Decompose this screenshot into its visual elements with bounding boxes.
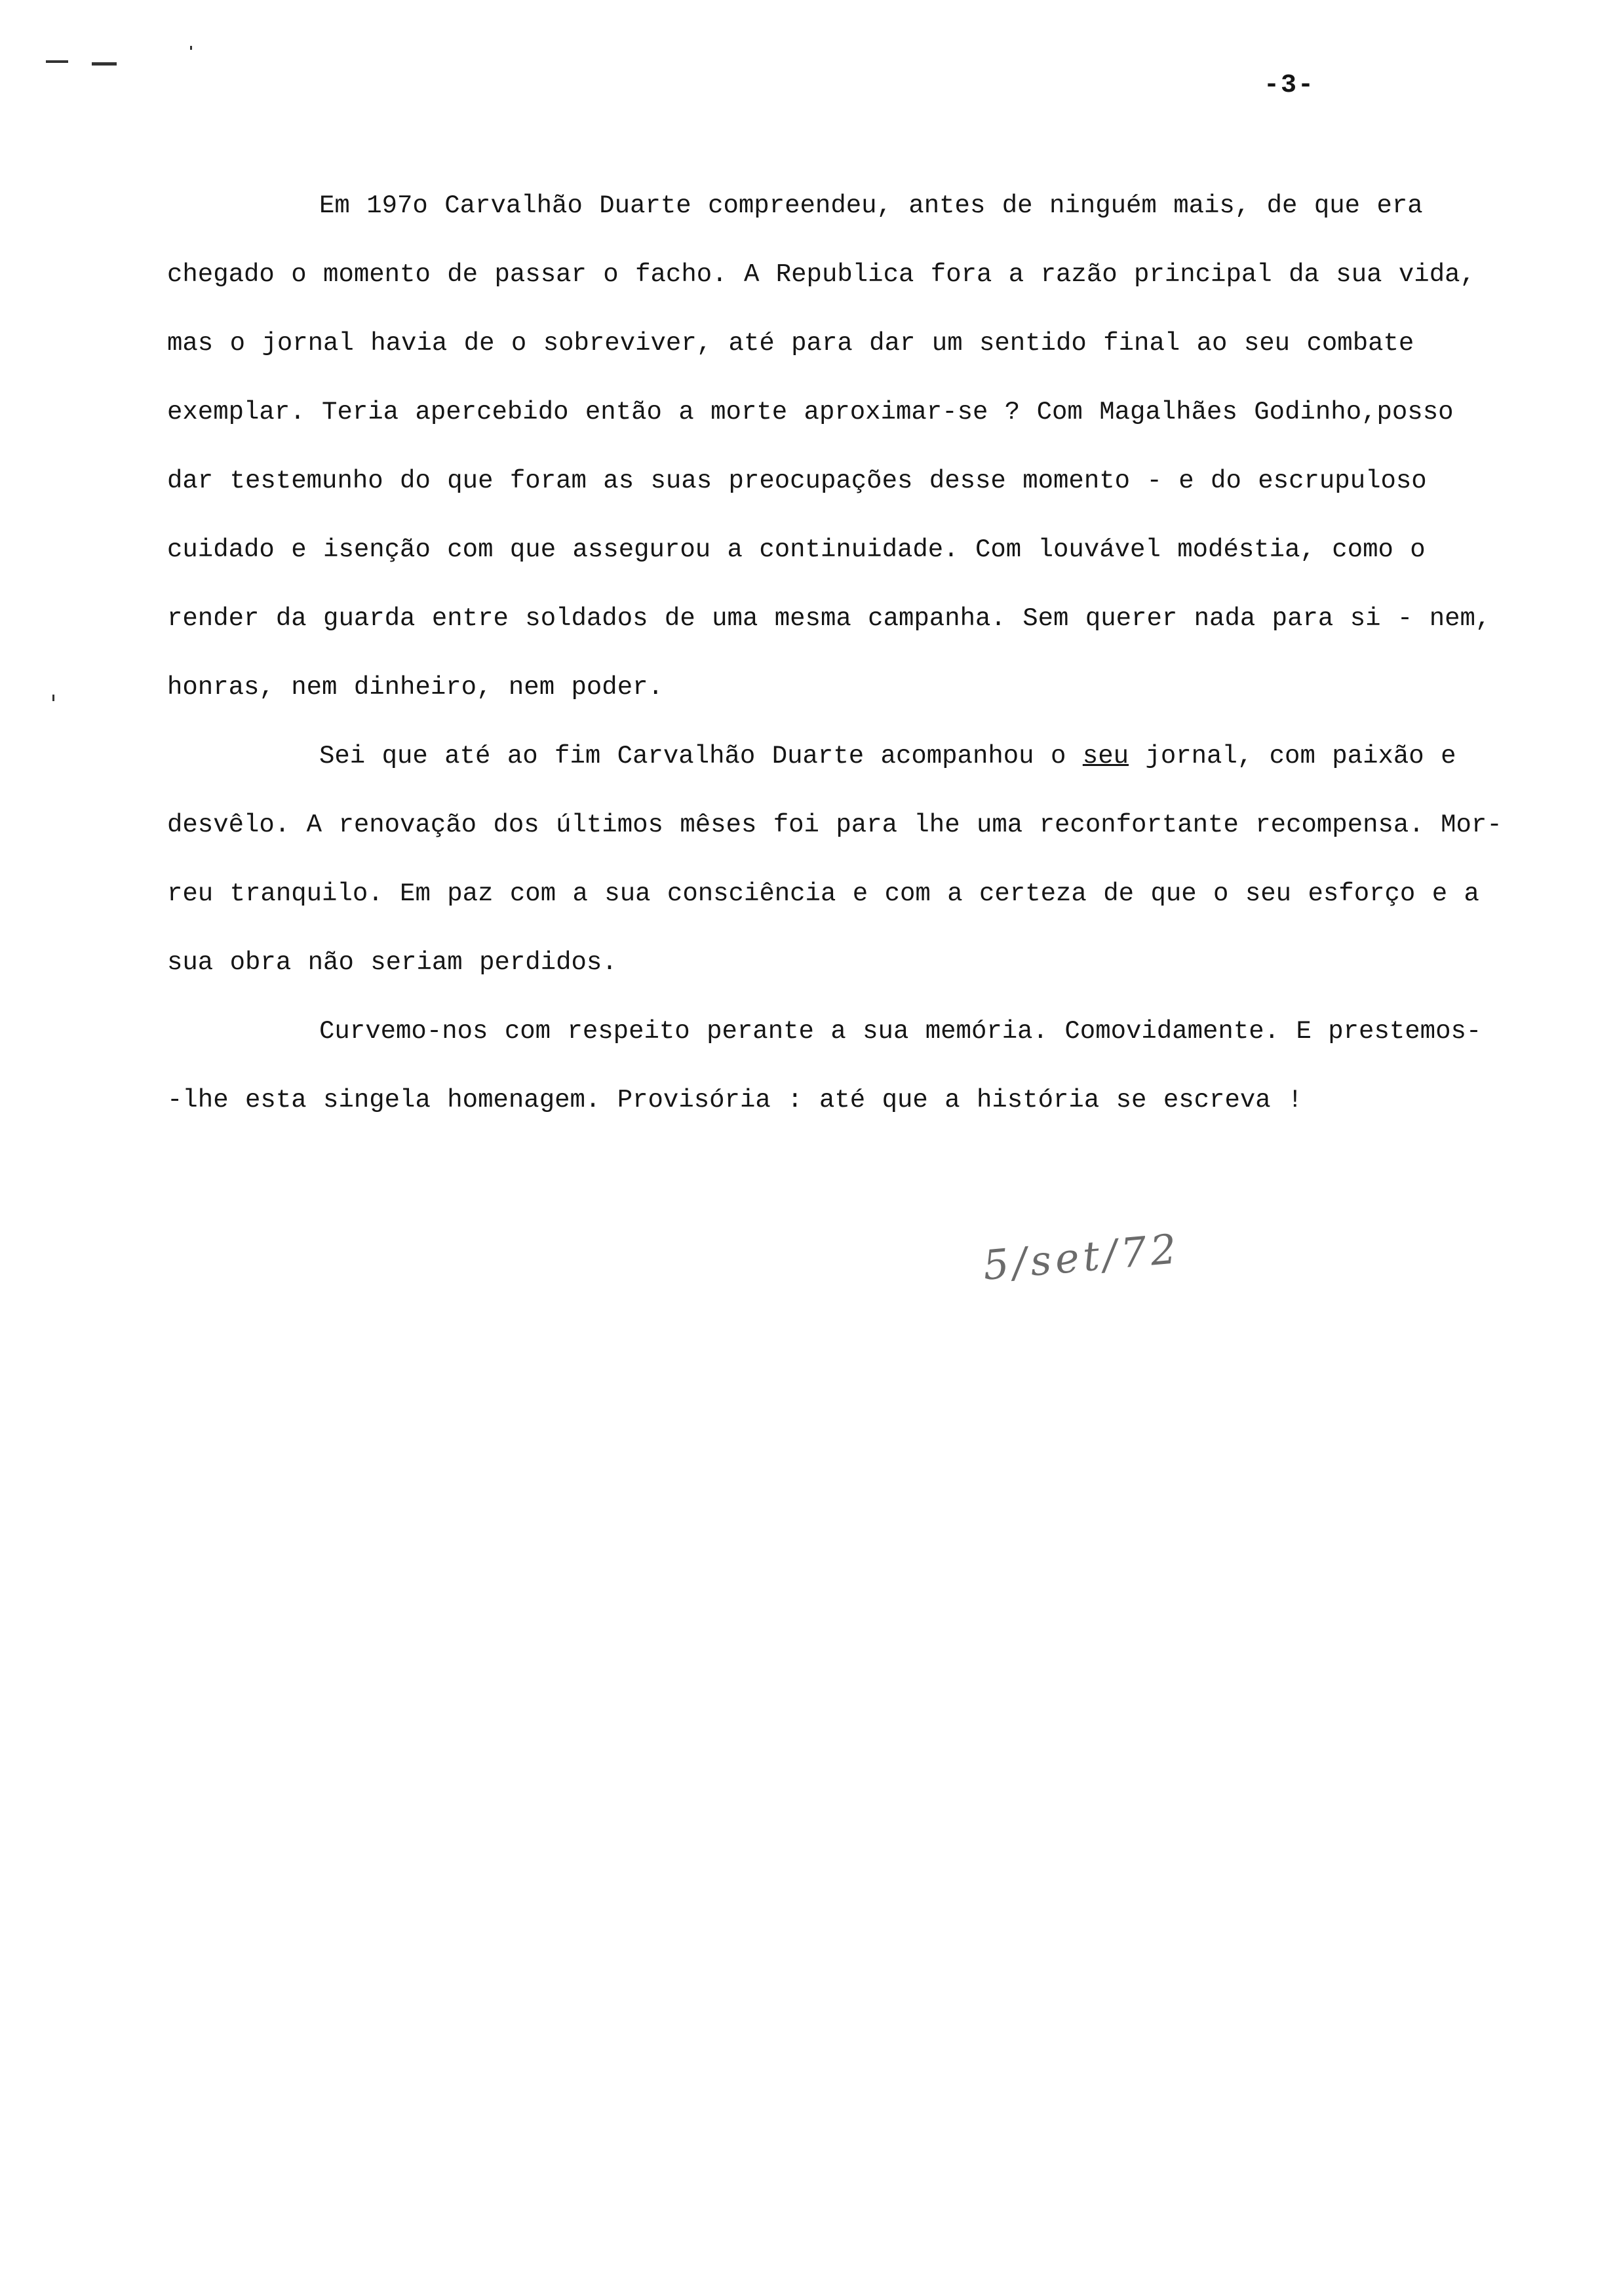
text-line: reu tranquilo. Em paz com a sua consciência e com a certeza de que o seu esforço e a	[167, 879, 1479, 908]
scan-mark	[46, 60, 68, 63]
text-line	[167, 722, 1511, 791]
scan-mark	[92, 62, 117, 66]
text-line: desvêlo. A renovação dos últimos mêses foi para lhe uma reconfortante recompensa. Mor-	[167, 811, 1502, 839]
text-line: exemplar. Teria apercebido então a morte aproximar-se ? Com Magalhães Godinho,posso	[167, 398, 1454, 427]
scan-mark	[190, 46, 192, 50]
text-line: render da guarda entre soldados de uma mesma campanha. Sem querer nada para si - nem,	[167, 604, 1491, 633]
letter-body	[167, 172, 1511, 1135]
handwritten-date: 5/set/72	[981, 1224, 1182, 1290]
text-segment: Sei que até ao fim Carvalhão Duarte acompanhou o	[319, 742, 1083, 771]
text-line: sua obra não seriam perdidos.	[167, 948, 617, 977]
text-segment: jornal, com paixão e	[1129, 742, 1456, 771]
paragraph-2	[167, 722, 1511, 997]
text-line: honras, nem dinheiro, nem poder.	[167, 673, 663, 702]
text-line: cuidado e isenção com que assegurou a continuidade. Com louvável modéstia, como o	[167, 535, 1426, 564]
scan-mark	[52, 695, 54, 701]
text-line: dar testemunho do que foram as suas preocupações desse momento - e do escrupuloso	[167, 467, 1427, 495]
page-number: -3-	[1264, 71, 1315, 100]
text-line: Em 197o Carvalhão Duarte compreendeu, antes de ninguém mais, de que era	[319, 191, 1423, 220]
underlined-word: seu	[1082, 742, 1129, 771]
text-line: chegado o momento de passar o facho. A Republica fora a razão principal da sua vida,	[167, 260, 1475, 289]
paragraph-3	[167, 997, 1511, 1135]
text-line: mas o jornal havia de o sobreviver, até para dar um sentido final ao seu combate	[167, 329, 1414, 358]
text-line: -lhe esta singela homenagem. Provisória : até que a história se escreva !	[167, 1086, 1303, 1115]
paragraph-1	[167, 172, 1511, 722]
text-line: Curvemo-nos com respeito perante a sua memória. Comovidamente. E prestemos-	[319, 1017, 1482, 1046]
